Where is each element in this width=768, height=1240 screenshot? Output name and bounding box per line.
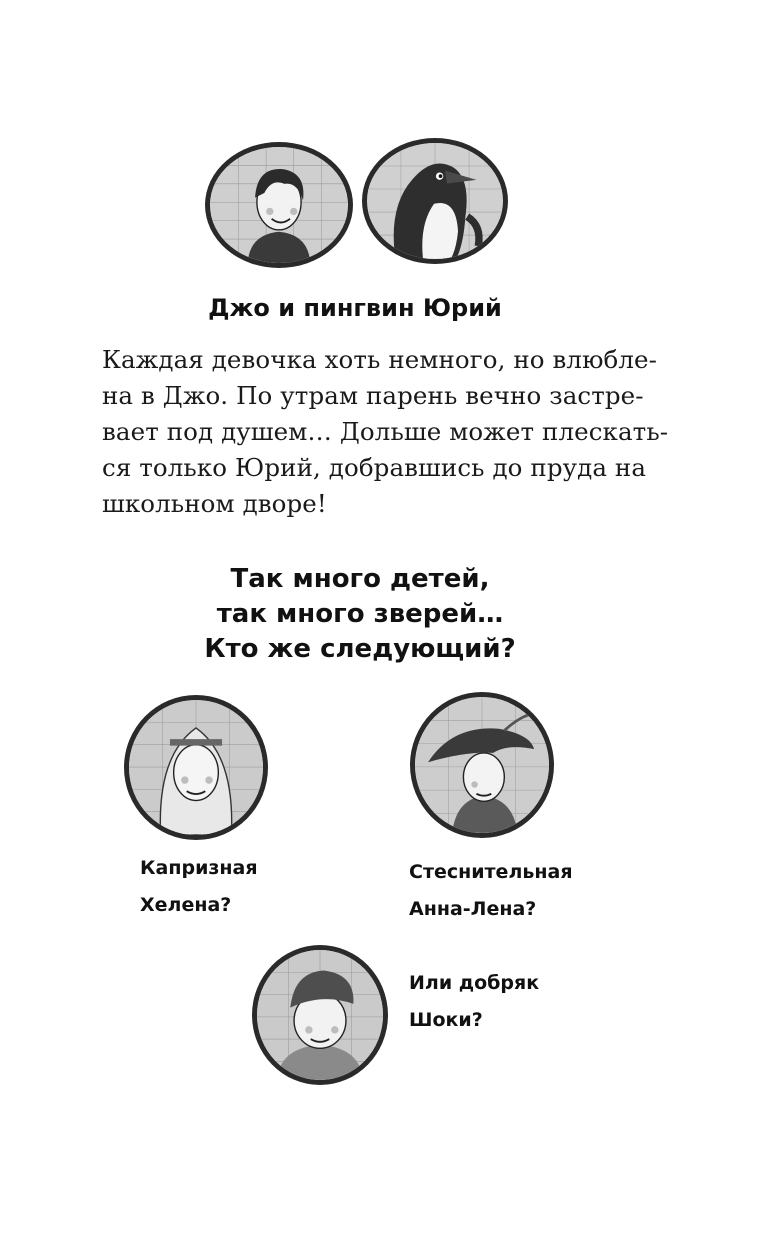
shoki-portrait [252,945,388,1085]
paragraph-line: на в Джо. По утрам парень вечно застре- [102,381,644,410]
helena-illustration [129,700,263,835]
paragraph-line: Каждая девочка хоть немного, но влюбле- [102,345,657,374]
caption-line: Шоки? [409,1009,483,1031]
featured-paragraph [102,342,669,522]
helena-portrait [124,695,268,840]
paragraph-line: вает под душем… Дольше может плескать- [102,417,669,446]
caption-line: Хелена? [140,894,232,916]
jo-portrait [205,142,353,268]
paragraph-line: ся только Юрий, добравшись до пруда на [102,453,647,482]
caption-line: Анна-Лена? [409,898,537,920]
caption-line: Капризная [140,857,258,879]
caption-line: Стеснительная [409,861,573,883]
paragraph-line: школьном дворе! [102,489,327,518]
penguin-yuri-portrait [362,138,508,264]
teaser-line: Так много детей, [230,564,490,594]
teaser-line: Кто же следующий? [204,634,516,664]
caption-helena [140,850,258,924]
featured-title: Джо и пингвин Юрий [208,294,502,322]
caption-shoki [409,965,539,1039]
jo-illustration [210,147,348,263]
teaser-line: так много зверей… [216,599,504,629]
anna-lena-illustration [415,697,549,833]
teaser-heading [170,562,550,667]
shoki-illustration [257,950,383,1080]
caption-line: Или добряк [409,972,540,994]
penguin-illustration [367,143,503,259]
anna-lena-portrait [410,692,554,838]
caption-anna-lena [409,854,573,928]
